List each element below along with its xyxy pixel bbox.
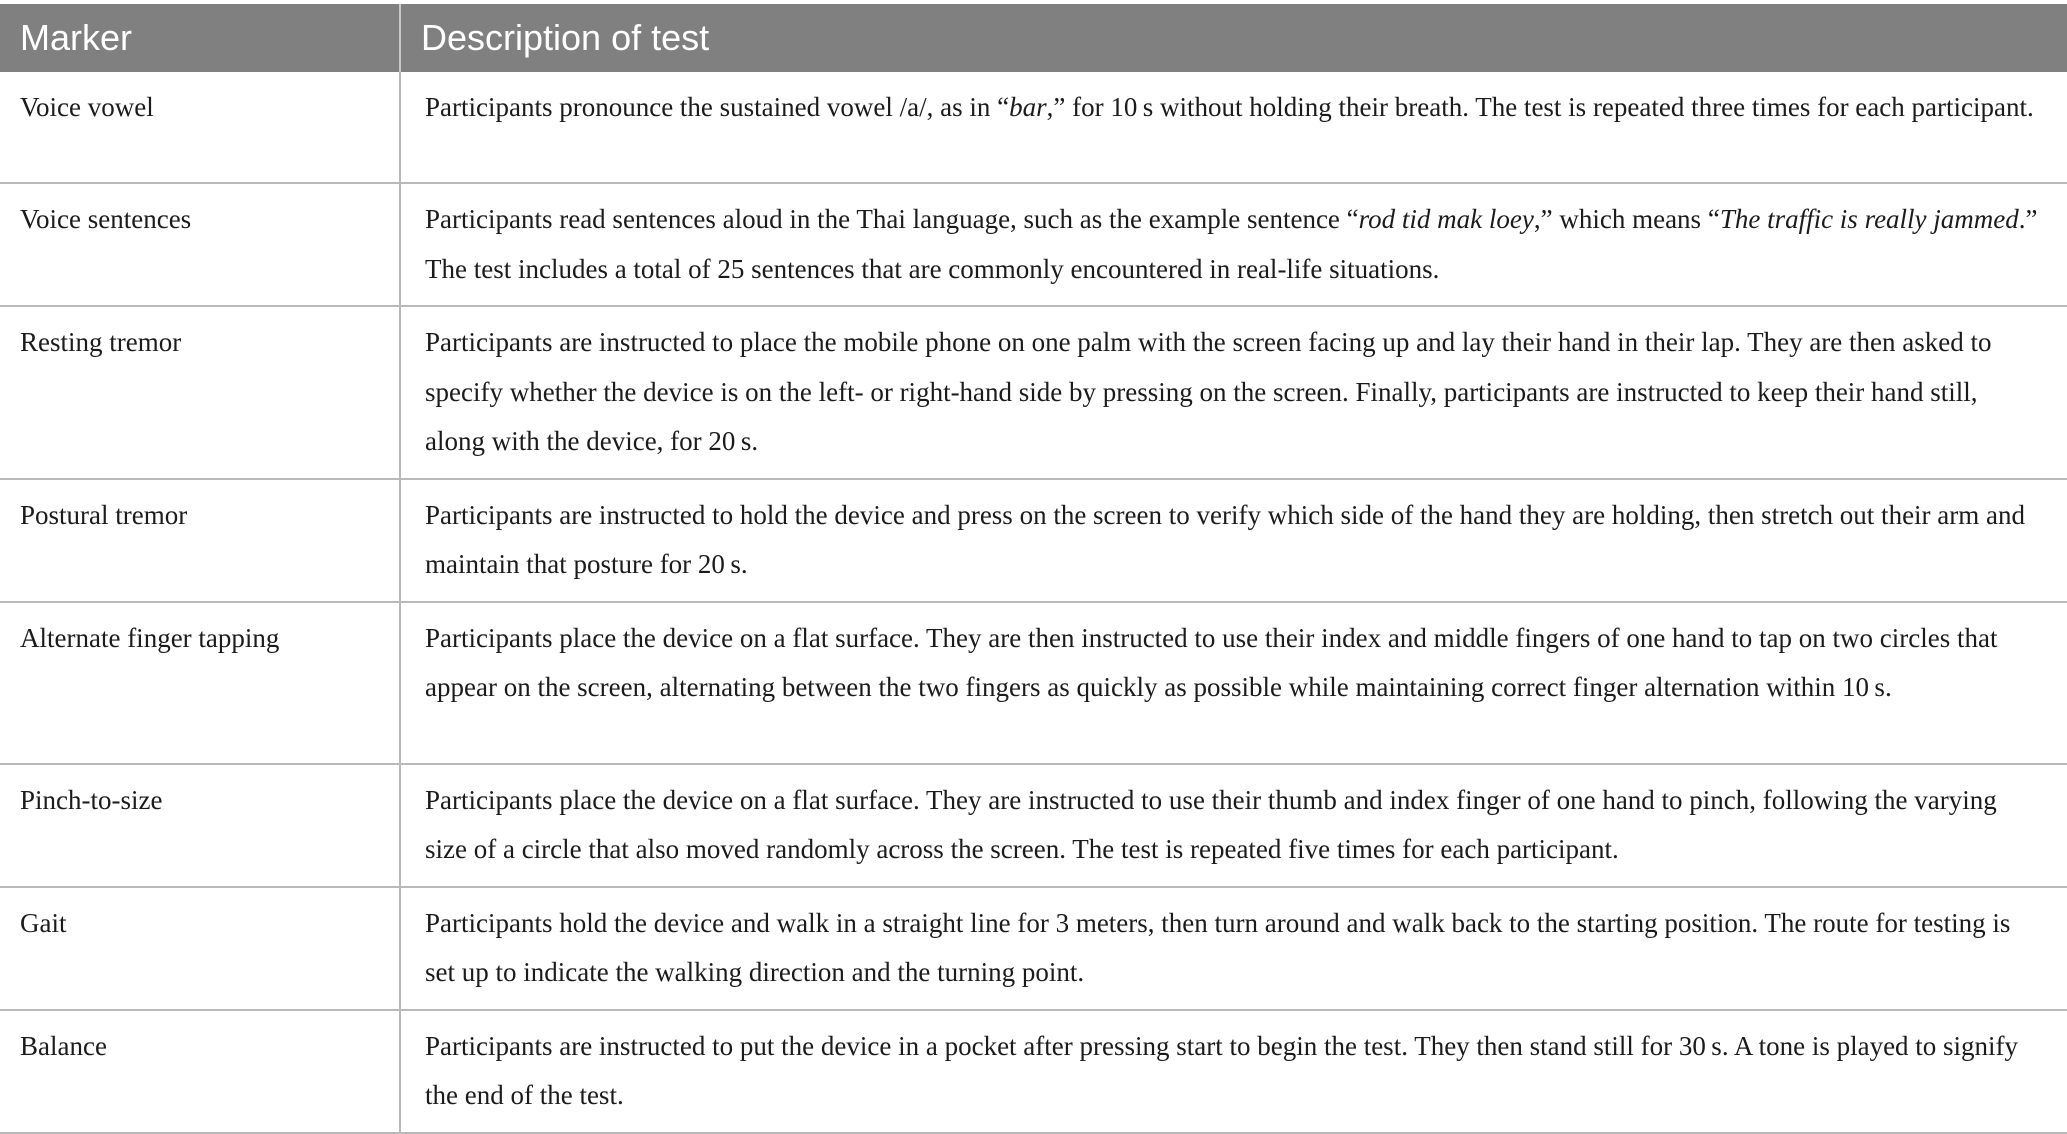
marker-cell: Voice sentences [0, 183, 400, 306]
marker-test-table [0, 4, 2067, 1134]
table-row [0, 1010, 2067, 1133]
description-cell: Participants are instructed to put the device in a pocket after pressing start to begin the test. They then stand still for 30 s. A tone is played to signify the end of the test. [400, 1010, 2067, 1133]
table-row [0, 183, 2067, 306]
table-row [0, 306, 2067, 479]
description-cell: Participants place the device on a flat surface. They are then instructed to use their index and middle fingers of one hand to tap on two circles that appear on the screen, alternating between the two fingers as quickly as possible while maintaining correct finger alternation within 10 s. [400, 602, 2067, 764]
italic-phrase: bar [1009, 92, 1047, 122]
italic-phrase: rod tid mak loey [1358, 204, 1534, 234]
marker-cell: Voice vowel [0, 72, 400, 183]
italic-phrase: The traffic is really jammed [1719, 204, 2019, 234]
description-cell: Participants are instructed to place the mobile phone on one palm with the screen facing up and lay their hand in their lap. They are then asked to specify whether the device is on the left- or right-hand side by pressing on the screen. Finally, participants are instructed to keep their hand still, along with the device, for 20 s. [400, 306, 2067, 479]
description-cell: Participants read sentences aloud in the Thai language, such as the example sentence “rod tid mak loey,” which means “The traffic is really jammed.” The test includes a total of 25 sentences that are commonly encountered in real-life situations. [400, 183, 2067, 306]
table-header [0, 4, 2067, 72]
table-row [0, 479, 2067, 602]
marker-cell: Pinch-to-size [0, 764, 400, 887]
table-row [0, 887, 2067, 1010]
description-cell: Participants are instructed to hold the device and press on the screen to verify which side of the hand they are holding, then stretch out their arm and maintain that posture for 20 s. [400, 479, 2067, 602]
table-body [0, 72, 2067, 1133]
table-row [0, 72, 2067, 183]
marker-cell: Gait [0, 887, 400, 1010]
header-row [0, 4, 2067, 72]
marker-cell: Resting tremor [0, 306, 400, 479]
column-header-marker: Marker [0, 4, 400, 72]
table-row [0, 602, 2067, 764]
table-row [0, 764, 2067, 887]
description-cell: Participants place the device on a flat surface. They are instructed to use their thumb and index finger of one hand to pinch, following the varying size of a circle that also moved randomly across the screen. The test is repeated five times for each participant. [400, 764, 2067, 887]
marker-test-table-container [0, 4, 2067, 1134]
column-header-description: Description of test [400, 4, 2067, 72]
marker-cell: Balance [0, 1010, 400, 1133]
description-cell: Participants pronounce the sustained vowel /a/, as in “bar,” for 10 s without holding their breath. The test is repeated three times for each participant. [400, 72, 2067, 183]
marker-cell: Postural tremor [0, 479, 400, 602]
marker-cell: Alternate finger tapping [0, 602, 400, 764]
description-cell: Participants hold the device and walk in a straight line for 3 meters, then turn around and walk back to the starting position. The route for testing is set up to indicate the walking direction and the turning point. [400, 887, 2067, 1010]
